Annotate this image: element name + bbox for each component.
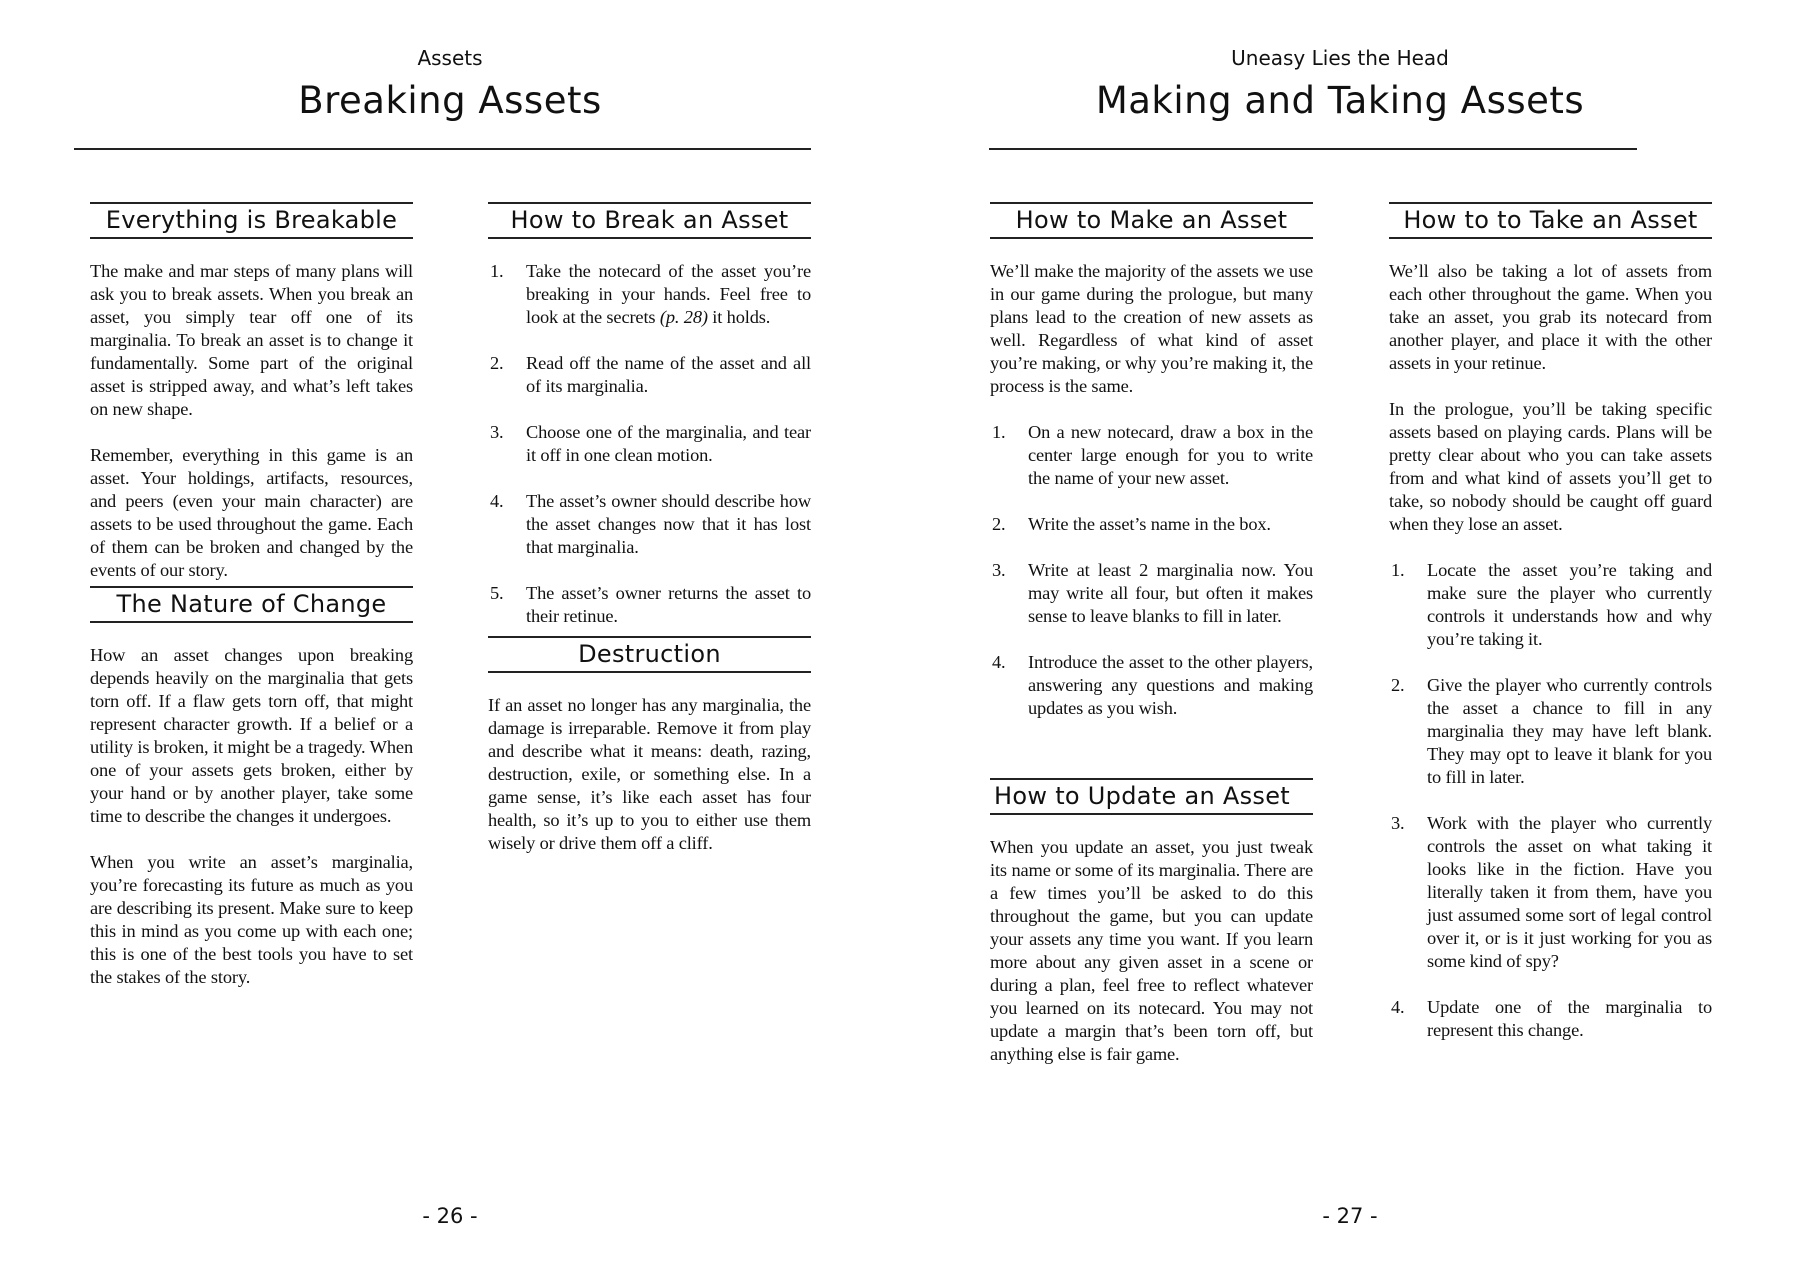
paragraph: We’ll also be taking a lot of assets from each other throughout the game. When you take an asset, you grab its notecard from another player, and place it with the other assets in your retinue. [1389,261,1712,373]
step-number: 1. [992,422,1006,442]
list-item [1389,996,1712,1042]
step-text: Introduce the asset to the other players, answering any questions and making updates as you wish. [1028,652,1313,718]
page-number: - 26 - [422,1204,478,1228]
paragraph: In the prologue, you’ll be taking specific assets based on playing cards. Plans will be pretty clear about who you can take assets from and what kind of assets you’ll get to take, so nobody should be caught off guard when they lose an asset. [1389,399,1712,534]
section-heading-how-to-take: How to to Take an Asset [1389,202,1712,239]
make-steps-list [990,421,1313,720]
paragraph: When you write an asset’s marginalia, you’re forecasting its future as much as you are describing its present. Make sure to keep this in mind as you come up with each one; this is one of the best tools you have to set the stakes of the story. [90,852,413,987]
paragraph: How an asset changes upon breaking depends heavily on the marginalia that gets torn off. If a flaw gets torn off, that might represent character growth. If a belief or a utility is broken, it might be a tragedy. When one of your assets gets broken, either by your hand or by another player, take some time to describe the changes it undergoes. [90,645,413,826]
step-number: 1. [1391,560,1405,580]
step-text: Read off the name of the asset and all of its marginalia. [526,353,811,396]
right-column-1 [990,202,1313,1089]
page-title: Breaking Assets [298,79,602,122]
list-item [488,490,811,559]
step-text: The asset’s owner should describe how the asset changes now that it has lost that marginalia. [526,491,811,557]
running-head: Uneasy Lies the Head [1231,46,1449,70]
paragraph: We’ll make the majority of the assets we use in our game during the prologue, but many plans lead to the creation of new assets as well. Regardless of what kind of asset you’re making, or why you’re making it, the process is the same. [990,261,1313,396]
step-number: 3. [992,560,1006,580]
step-text: Write at least 2 marginalia now. You may write all four, but often it makes sense to leave blanks to fill in later. [1028,560,1313,626]
list-item [1389,674,1712,789]
step-number: 4. [1391,997,1405,1017]
paragraph: When you update an asset, you just tweak its name or some of its marginalia. There are a few times you’ll be asked to do this throughout the game, but you can update your assets any time you want. If you learn more about any given asset in a scene or during a plan, feel free to reflect whatever you learned on its notecard. You may not update a margin that’s been torn off, but anything else is fair game. [990,837,1313,1064]
title-rule [989,148,1637,150]
step-number: 4. [992,652,1006,672]
step-text: On a new notecard, draw a box in the center large enough for you to write the name of your new asset. [1028,422,1313,488]
list-item [488,421,811,467]
step-text: Work with the player who currently controls the asset on what taking it looks like in the fiction. Have you literally taken it from them, have you just assumed some sort of legal control over it, or is it just working for you as some kind of spy? [1427,813,1712,971]
step-number: 2. [992,514,1006,534]
list-item [1389,812,1712,973]
step-text: Give the player who currently controls the asset a chance to fill in any marginalia they may have left blank. They may opt to leave it blank for you to fill in later. [1427,675,1712,787]
left-column-2 [488,202,811,878]
step-number: 2. [1391,675,1405,695]
step-number: 3. [490,422,504,442]
list-item [488,582,811,628]
take-steps-list [1389,559,1712,1042]
step-text: Take the notecard of the asset you’re breaking in your hands. Feel free to look at the secrets [526,261,811,327]
step-number: 2. [490,353,504,373]
section-heading-destruction: Destruction [488,636,811,673]
page-title: Making and Taking Assets [1095,79,1585,122]
step-text: Update one of the marginalia to represent this change. [1427,997,1712,1040]
right-column-2 [1389,202,1712,1065]
break-steps-list [488,260,811,628]
running-head: Assets [417,46,483,70]
section-heading-how-to-break: How to Break an Asset [488,202,811,239]
list-item [990,421,1313,490]
list-item [990,651,1313,720]
section-heading-how-to-make: How to Make an Asset [990,202,1313,239]
paragraph: If an asset no longer has any marginalia, the damage is irreparable. Remove it from play and describe what it means: death, razing, destruction, exile, or something else. In a game sense, it’s like each asset has four health, so it’s up to you to either use them wisely or drive them off a cliff. [488,695,811,853]
step-number: 4. [490,491,504,511]
step-number: 1. [490,261,504,281]
list-item [1389,559,1712,651]
page-reference: (p. 28) [659,307,708,327]
step-text: Choose one of the marginalia, and tear it off in one clean motion. [526,422,811,465]
list-item [990,559,1313,628]
left-column-1 [90,202,413,1012]
right-page [900,0,1800,1275]
list-item [488,352,811,398]
step-text: Write the asset’s name in the box. [1028,514,1271,534]
step-text: Locate the asset you’re taking and make sure the player who currently controls it understands how and why you’re taking it. [1427,560,1712,649]
section-heading-how-to-update: How to Update an Asset [990,778,1313,815]
page-number: - 27 - [1322,1204,1378,1228]
paragraph: The make and mar steps of many plans will ask you to break assets. When you break an asset, you simply tear off one of its marginalia. To break an asset is to change it fundamentally. Some part of the original asset is stripped away, and what’s left takes on new shape. [90,261,413,419]
step-text: The asset’s owner returns the asset to their retinue. [526,583,811,626]
section-heading-everything-is-breakable: Everything is Breakable [90,202,413,239]
title-rule [74,148,811,150]
paragraph: Remember, everything in this game is an asset. Your holdings, artifacts, resources, and peers (even your main character) are assets to be used throughout the game. Each of them can be broken and changed by the events of our story. [90,445,413,580]
step-number: 3. [1391,813,1405,833]
list-item [990,513,1313,536]
step-number: 5. [490,583,504,603]
section-heading-nature-of-change: The Nature of Change [90,586,413,623]
step-text: it holds. [707,307,771,327]
list-item [488,260,811,329]
